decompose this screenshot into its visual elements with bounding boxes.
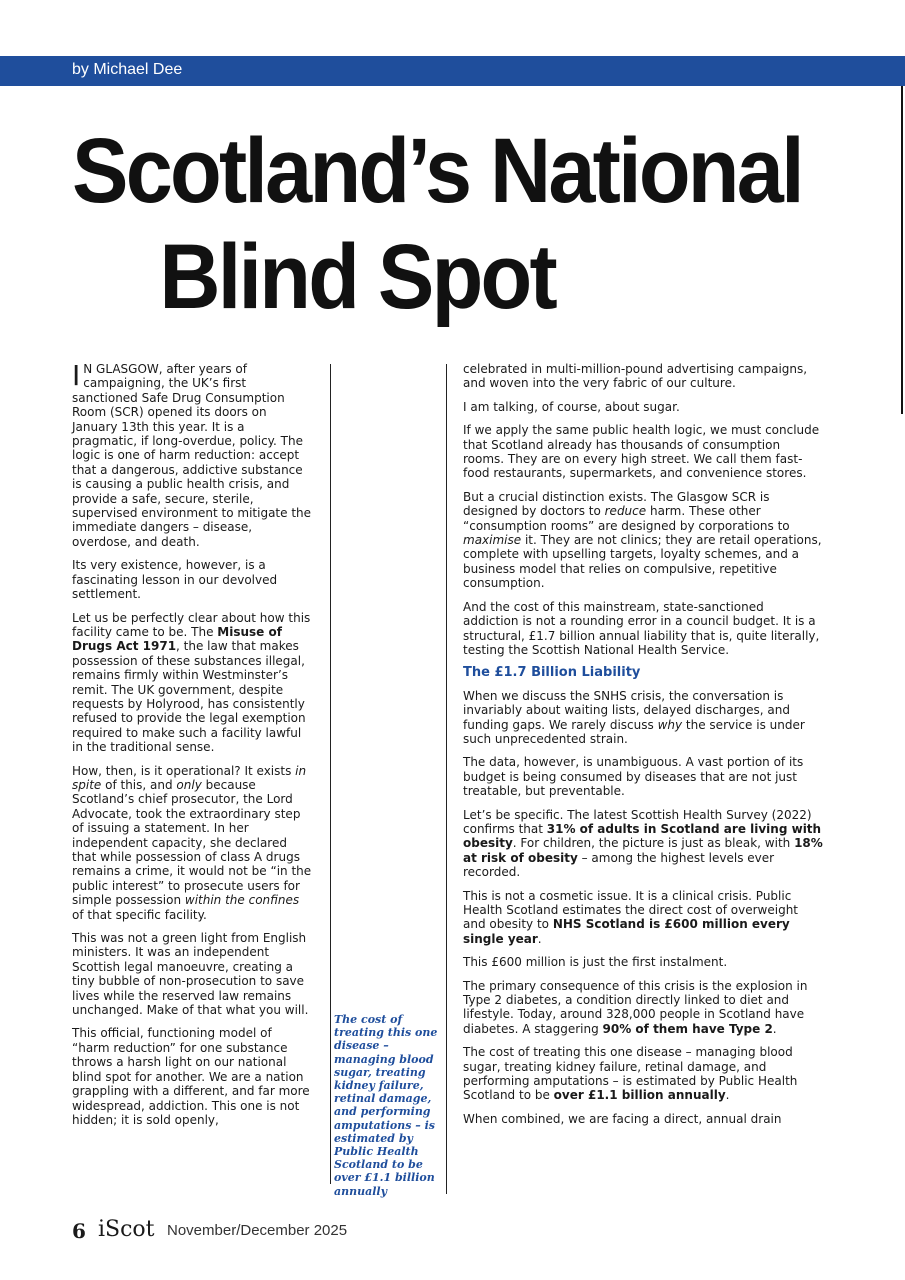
column-divider — [446, 364, 447, 1194]
headline-line-1: Scotland’s National — [72, 120, 802, 222]
paragraph: This official, functioning model of “harm reduction” for one substance throws a harsh light on our national blind spot for another. We are a nation grappling with a different, and far more widespread, addiction. This one is not hidden; it is sold openly, — [72, 1026, 310, 1127]
drop-cap: I — [72, 359, 81, 392]
paragraph: When combined, we are facing a direct, annual drain — [463, 1111, 782, 1126]
right-column — [463, 362, 823, 1135]
paragraph: This was not a green light from English ministers. It was an independent Scottish legal manoeuvre, creating a tiny bubble of non-prosecution to save lives while the reserved law remains unchanged. Make of that what you will. — [72, 931, 309, 1018]
paragraph: Let us be perfectly clear about how this facility came to be. The Misuse of Drugs Act 1971, the law that makes possession of these substances illegal, remains firmly within Westminster’s remit. The UK government, despite requests by Holyrood, has consistently refused to provide the legal exemption required to make such a facility lawful in the traditional sense. — [72, 610, 311, 755]
page-number: 6 — [72, 1219, 86, 1243]
byline: by Michael Dee — [72, 61, 183, 78]
paragraph: This £600 million is just the first instalment. — [463, 955, 728, 970]
paragraph: But a crucial distinction exists. The Glasgow SCR is designed by doctors to reduce harm. These other “consumption rooms” are designed by corporations to maximise it. They are not clinics; they are retail operations, complete with upselling targets, loyalty schemes, and a business model that relies on compulsive, repetitive consumption. — [463, 489, 822, 591]
paragraph: I am talking, of course, about sugar. — [463, 399, 680, 414]
issue-date: November/December 2025 — [167, 1222, 348, 1239]
paragraph: And the cost of this mainstream, state-sanctioned addiction is not a rounding error in a council budget. It is a structural, £1.7 billion annual liability that is, quite literally, testing the Scottish National Health Service. — [463, 599, 820, 657]
paragraph: The cost of treating this one disease – managing blood sugar, treating kidney failure, retinal damage, and performing amputations – is estimated by Public Health Scotland to be over £1.1 billion annually. — [463, 1045, 798, 1103]
pull-quote: The cost of treating this one disease – managing blood sugar, treating kidney failure, retinal damage, and performing amputations – is estimated by Public Health Scotland to be over £1.1 billion annually — [334, 1013, 438, 1198]
paragraph: Let’s be specific. The latest Scottish Health Survey (2022) confirms that 31% of adults in Scotland are living with obesity. For children, the picture is just as bleak, with 18% at risk of obesity – among the highest levels ever recorded. — [463, 807, 823, 880]
left-column — [72, 359, 312, 1136]
magazine-logo: iScot — [98, 1217, 155, 1242]
paragraph: If we apply the same public health logic, we must conclude that Scotland already has thousands of consumption rooms. They are on every high street. We call them fast-food restaurants, supermarkets, and convenience stores. — [463, 423, 820, 481]
paragraph: How, then, is it operational? It exists in spite of this, and only because Scotland’s chief prosecutor, the Lord Advocate, took the extraordinary step of issuing a statement. In her independent capacity, she declared that while possession of class A drugs remains a crime, it would not be “in the public interest” to prosecute users for simple possession within the confines of that specific facility. — [72, 763, 312, 922]
paragraph: This is not a cosmetic issue. It is a clinical crisis. Public Health Scotland estimates the direct cost of overweight and obesity to NHS Scotland is £600 million every single year. — [463, 888, 799, 946]
paragraph: The data, however, is unambiguous. A vast portion of its budget is being consumed by diseases that are not just treatable, but preventable. — [463, 755, 804, 799]
page-edge-rule — [901, 86, 903, 414]
headline-line-2: Blind Spot — [159, 226, 555, 328]
paragraph: The primary consequence of this crisis is the explosion in Type 2 diabetes, a condition directly linked to diet and lifestyle. Today, around 328,000 people in Scotland have diabetes. A staggering 90% of them have Type 2. — [463, 978, 808, 1036]
paragraph: I N GLASGOW, after years of campaigning, the UK’s first sanctioned Safe Drug Consumption Room (SCR) opened its doors on January 13th this year. It is a pragmatic, if long-overdue, policy. The logic is one of harm reduction: accept that a dangerous, addictive substance is causing a public health crisis, and provide a safe, secure, sterile, supervised environment to mitigate the immediate dangers – disease, overdose, and death. — [72, 359, 312, 549]
section-subheading: The £1.7 Billion Liability — [463, 665, 641, 681]
act-name: Misuse of Drugs Act 1971 — [72, 624, 282, 654]
paragraph: When we discuss the SNHS crisis, the conversation is invariably about waiting lists, delayed discharges, and funding gaps. We rarely discuss why the service is under such unprecedented strain. — [463, 688, 805, 746]
column-divider — [330, 364, 331, 1184]
paragraph: Its very existence, however, is a fascinating lesson in our devolved settlement. — [72, 558, 278, 602]
paragraph: celebrated in multi-million-pound advertising campaigns, and woven into the very fabric of our culture. — [463, 362, 808, 391]
headline — [72, 118, 826, 330]
